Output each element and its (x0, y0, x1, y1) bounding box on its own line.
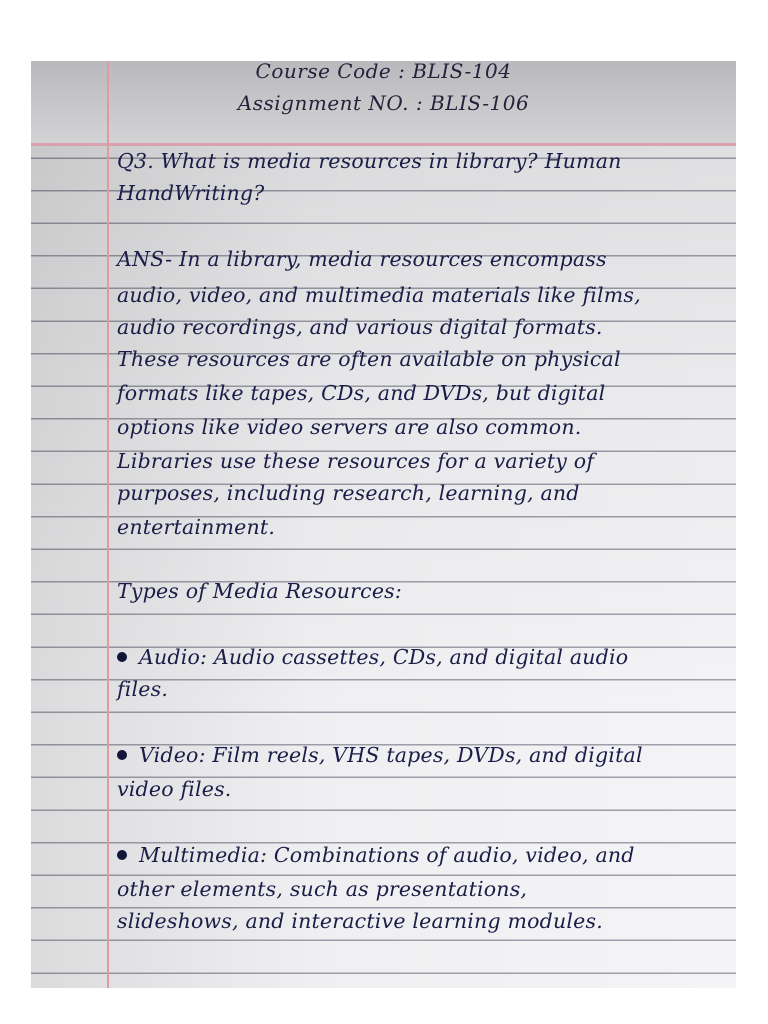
list-item-continuation: video files. (117, 777, 232, 801)
list-item (117, 741, 729, 769)
list-item (117, 643, 729, 671)
answer-line: ANS- In a library, media resources encompass (117, 247, 607, 271)
answer-line: Libraries use these resources for a variety of (117, 449, 595, 473)
answer-line: audio, video, and multimedia materials like films, (117, 283, 641, 307)
types-heading: Types of Media Resources: (117, 579, 403, 603)
question-line: HandWriting? (117, 181, 265, 205)
course-code: Course Code : BLIS-104 (255, 61, 512, 83)
answer-line: formats like tapes, CDs, and DVDs, but digital (117, 381, 606, 405)
assignment-number: Assignment NO. : BLIS-106 (237, 91, 530, 115)
list-item-continuation: other elements, such as presentations, (117, 877, 528, 901)
bullet-icon (117, 652, 127, 662)
list-item-text: Audio: Audio cassettes, CDs, and digital audio (139, 645, 629, 669)
answer-line: entertainment. (117, 515, 276, 539)
answer-line: purposes, including research, learning, and (117, 481, 580, 505)
list-item-text: Video: Film reels, VHS tapes, DVDs, and digital (139, 743, 643, 767)
list-item-text: Multimedia: Combinations of audio, video, and (139, 843, 635, 867)
list-item-continuation: files. (117, 677, 169, 701)
margin-line (107, 61, 109, 988)
header-rule (31, 143, 736, 146)
answer-line: options like video servers are also common. (117, 415, 582, 439)
notebook-page (31, 61, 736, 988)
question-line: Q3. What is media resources in library? Human (117, 149, 622, 173)
bullet-icon (117, 850, 127, 860)
answer-line: audio recordings, and various digital formats. (117, 315, 603, 339)
list-item (117, 841, 729, 869)
list-item-continuation: slideshows, and interactive learning modules. (117, 909, 603, 933)
answer-line: These resources are often available on physical (117, 347, 621, 371)
bullet-icon (117, 750, 127, 760)
